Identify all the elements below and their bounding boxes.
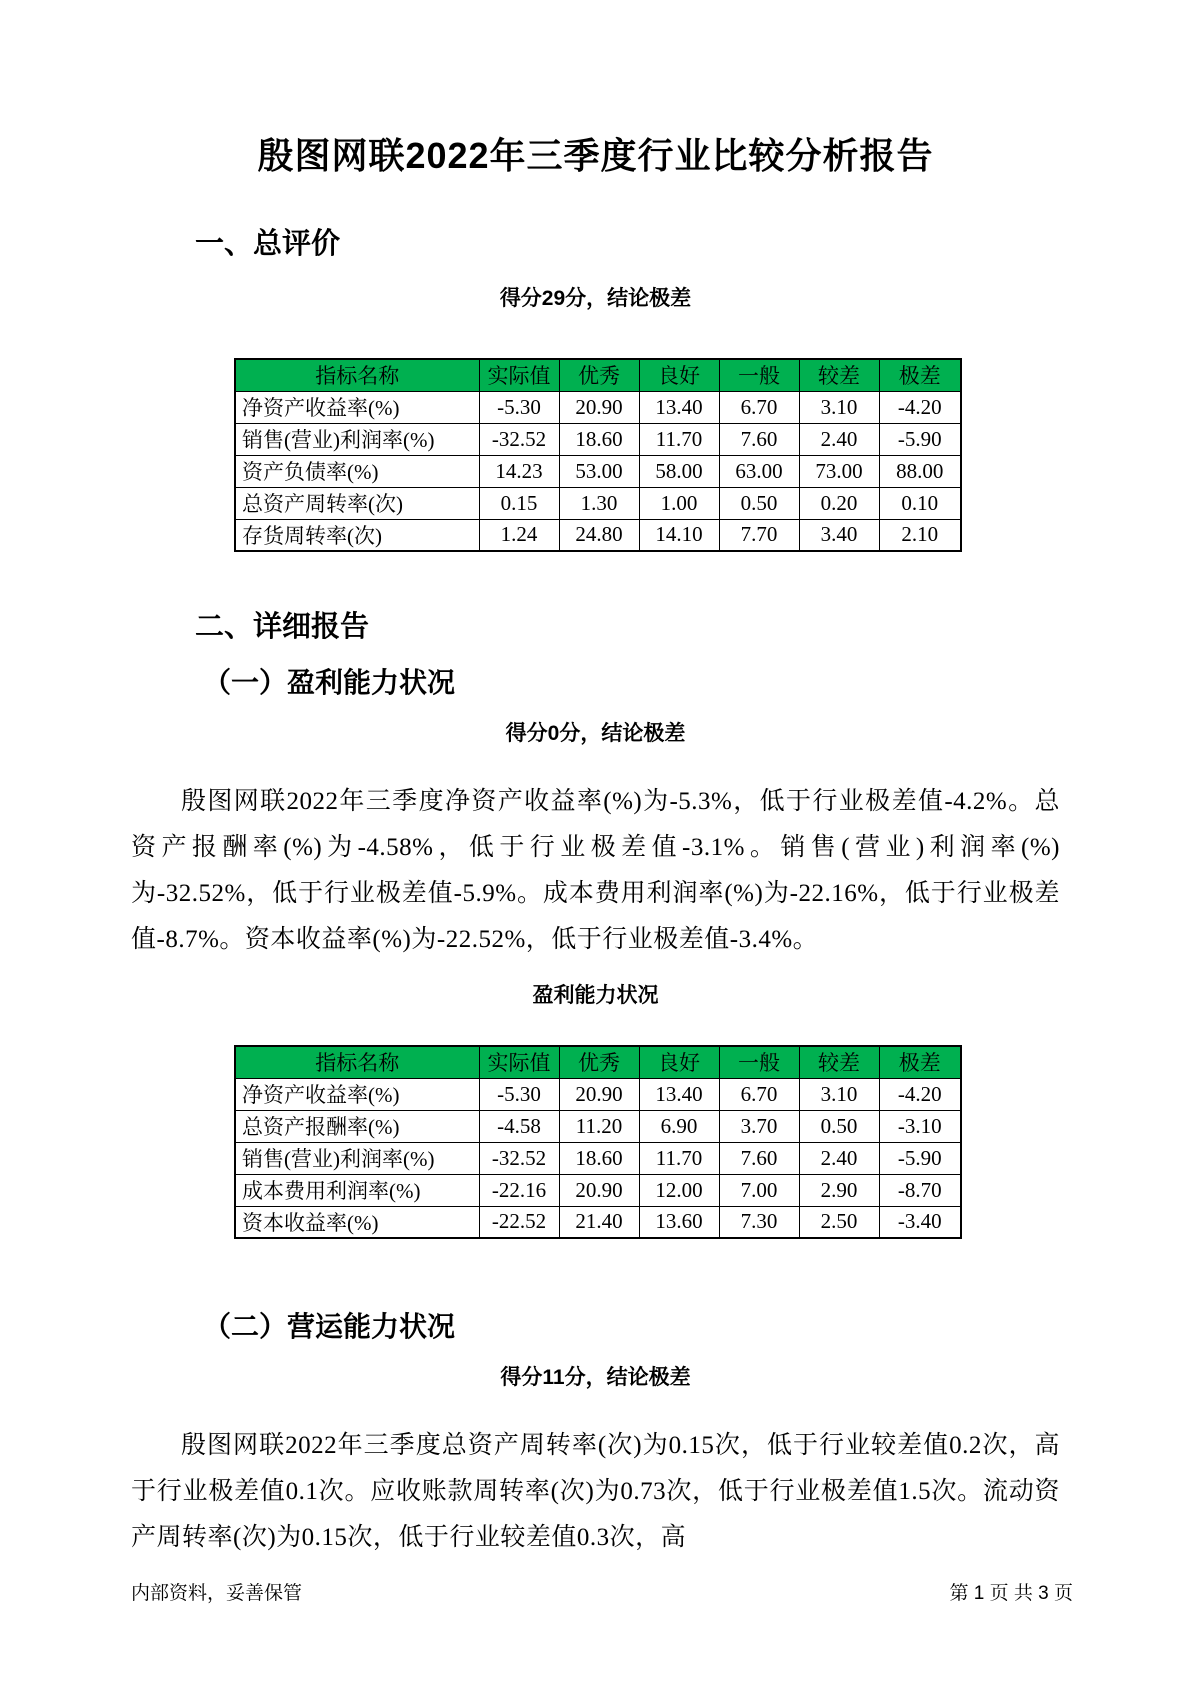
value-cell: 7.00 — [719, 1174, 799, 1206]
table-row — [235, 1206, 961, 1238]
value-cell: -8.70 — [879, 1174, 961, 1206]
value-cell: 11.70 — [639, 1142, 719, 1174]
indicator-name-cell: 成本费用利润率(%) — [235, 1174, 479, 1206]
footer-page-number: 第 1 页 共 3 页 — [949, 1583, 1073, 1604]
profitability-score-line: 得分0分，结论极差 — [505, 722, 686, 745]
table-row — [235, 1174, 961, 1206]
value-cell: 0.10 — [879, 487, 961, 519]
value-cell: 20.90 — [559, 1174, 639, 1206]
table-row — [235, 1078, 961, 1110]
value-cell: 14.23 — [479, 455, 559, 487]
value-cell: 2.50 — [799, 1206, 879, 1238]
section-heading-overall: 一、总评价 — [195, 228, 341, 260]
indicator-name-cell: 销售(营业)利润率(%) — [235, 423, 479, 455]
value-cell: 7.30 — [719, 1206, 799, 1238]
table-header-row — [235, 359, 961, 391]
value-cell: 2.10 — [879, 519, 961, 551]
value-cell: 18.60 — [559, 423, 639, 455]
value-cell: -4.20 — [879, 391, 961, 423]
indicator-name-cell: 存货周转率(次) — [235, 519, 479, 551]
column-header: 优秀 — [559, 1046, 639, 1078]
operating-paragraph: 殷图网联2022年三季度总资产周转率(次)为0.15次，低于行业较差值0.2次，高于行业极差值0.1次。应收账款周转率(次)为0.73次，低于行业极差值1.5次。流动资产周转率(次)为0.15次，低于行业较差值0.3次，高 — [131, 1432, 1060, 1551]
operating-score-line: 得分11分，结论极差 — [500, 1366, 691, 1389]
value-cell: 88.00 — [879, 455, 961, 487]
value-cell: 20.90 — [559, 391, 639, 423]
page-content — [131, 0, 1060, 1561]
value-cell: 63.00 — [719, 455, 799, 487]
indicator-name-cell: 净资产收益率(%) — [235, 1078, 479, 1110]
value-cell: 3.40 — [799, 519, 879, 551]
indicator-name-cell: 净资产收益率(%) — [235, 391, 479, 423]
report-title: 殷图网联2022年三季度行业比较分析报告 — [257, 135, 934, 176]
indicator-name-cell: 资产负债率(%) — [235, 455, 479, 487]
value-cell: 7.60 — [719, 423, 799, 455]
footer-confidential-note: 内部资料，妥善保管 — [131, 1583, 303, 1604]
value-cell: -22.52 — [479, 1206, 559, 1238]
section-heading-detail: 二、详细报告 — [195, 611, 370, 643]
value-cell: 7.70 — [719, 519, 799, 551]
value-cell: 1.24 — [479, 519, 559, 551]
column-header: 良好 — [639, 1046, 719, 1078]
value-cell: 73.00 — [799, 455, 879, 487]
table-row — [235, 519, 961, 551]
overall-score-line: 得分29分，结论极差 — [499, 287, 692, 310]
value-cell: 6.90 — [639, 1110, 719, 1142]
value-cell: 1.00 — [639, 487, 719, 519]
value-cell: 12.00 — [639, 1174, 719, 1206]
value-cell: 20.90 — [559, 1078, 639, 1110]
value-cell: 11.20 — [559, 1110, 639, 1142]
value-cell: -32.52 — [479, 423, 559, 455]
value-cell: 3.10 — [799, 391, 879, 423]
table-row — [235, 423, 961, 455]
page-footer — [131, 1578, 1073, 1605]
value-cell: 21.40 — [559, 1206, 639, 1238]
value-cell: 13.60 — [639, 1206, 719, 1238]
value-cell: 3.70 — [719, 1110, 799, 1142]
column-header: 实际值 — [479, 1046, 559, 1078]
value-cell: -32.52 — [479, 1142, 559, 1174]
table-row — [235, 487, 961, 519]
value-cell: -5.90 — [879, 1142, 961, 1174]
value-cell: -22.16 — [479, 1174, 559, 1206]
value-cell: 18.60 — [559, 1142, 639, 1174]
indicator-name-cell: 总资产报酬率(%) — [235, 1110, 479, 1142]
profitability-paragraph: 殷图网联2022年三季度净资产收益率(%)为-5.3%，低于行业极差值-4.2%。总资产报酬率(%)为-4.58%，低于行业极差值-3.1%。销售(营业)利润率(%)为-32.52%，低于行业极差值-5.9%。成本费用利润率(%)为-22.16%，低于行业极差值-8.7%。资本收益率(%)为-22.52%，低于行业极差值-3.4%。 — [131, 788, 1060, 953]
value-cell: 2.90 — [799, 1174, 879, 1206]
value-cell: 7.60 — [719, 1142, 799, 1174]
indicator-name-cell: 总资产周转率(次) — [235, 487, 479, 519]
table-header-row — [235, 1046, 961, 1078]
value-cell: 13.40 — [639, 1078, 719, 1110]
value-cell: -3.10 — [879, 1110, 961, 1142]
column-header: 指标名称 — [235, 359, 479, 391]
value-cell: -3.40 — [879, 1206, 961, 1238]
value-cell: 11.70 — [639, 423, 719, 455]
value-cell: 0.20 — [799, 487, 879, 519]
value-cell: 6.70 — [719, 1078, 799, 1110]
column-header: 较差 — [799, 359, 879, 391]
value-cell: 58.00 — [639, 455, 719, 487]
value-cell: 0.50 — [799, 1110, 879, 1142]
value-cell: -5.30 — [479, 391, 559, 423]
value-cell: 2.40 — [799, 423, 879, 455]
value-cell: 0.50 — [719, 487, 799, 519]
column-header: 良好 — [639, 359, 719, 391]
value-cell: 53.00 — [559, 455, 639, 487]
profitability-table-caption: 盈利能力状况 — [532, 984, 659, 1007]
value-cell: 3.10 — [799, 1078, 879, 1110]
table-row — [235, 1142, 961, 1174]
value-cell: -4.58 — [479, 1110, 559, 1142]
profitability-table — [234, 1045, 962, 1239]
value-cell: 1.30 — [559, 487, 639, 519]
column-header: 优秀 — [559, 359, 639, 391]
value-cell: 14.10 — [639, 519, 719, 551]
column-header: 极差 — [879, 1046, 961, 1078]
column-header: 极差 — [879, 359, 961, 391]
table-row — [235, 455, 961, 487]
value-cell: -4.20 — [879, 1078, 961, 1110]
value-cell: 0.15 — [479, 487, 559, 519]
column-header: 实际值 — [479, 359, 559, 391]
overall-evaluation-table — [234, 358, 962, 552]
value-cell: 6.70 — [719, 391, 799, 423]
table-row — [235, 391, 961, 423]
section-heading-profitability: （一）盈利能力状况 — [203, 667, 456, 698]
section-heading-operating: （二）营运能力状况 — [203, 1311, 456, 1342]
column-header: 一般 — [719, 359, 799, 391]
value-cell: 13.40 — [639, 391, 719, 423]
value-cell: -5.90 — [879, 423, 961, 455]
column-header: 指标名称 — [235, 1046, 479, 1078]
indicator-name-cell: 销售(营业)利润率(%) — [235, 1142, 479, 1174]
column-header: 一般 — [719, 1046, 799, 1078]
value-cell: 24.80 — [559, 519, 639, 551]
column-header: 较差 — [799, 1046, 879, 1078]
indicator-name-cell: 资本收益率(%) — [235, 1206, 479, 1238]
table-row — [235, 1110, 961, 1142]
value-cell: 2.40 — [799, 1142, 879, 1174]
value-cell: -5.30 — [479, 1078, 559, 1110]
